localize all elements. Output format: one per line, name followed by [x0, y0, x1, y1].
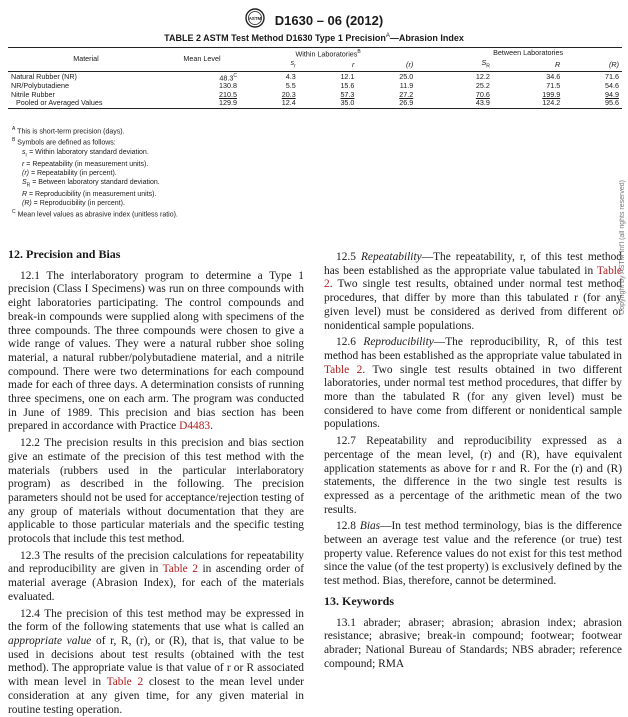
side-copyright-note: Copyright by ASTM Int'l (all rights reserved) [619, 180, 626, 315]
right-column [324, 248, 622, 671]
table-footnotes: $^A$ This is short-term precision (days). $^B$ Symbols are defined as follows: $s_r$ = Within laboratory standard deviation. r = Repeatability (in measurement units). (r) = Repeatability (in percent). $S_R$ = Between laboratory standard deviation. R = Reproducibility (in measurement units). (R) = Reproducibility (in percent). $^C$ Mean level values as abrasive index (unitless ratio). [12, 126, 178, 219]
paragraph-12-8: 12.8 Bias—In test method terminology, bias is the difference between an average test value and the reference (or true) test property value. Reference values do not exist for this test method since the value (of the test property) is exclusively defined by the test method. Bias, therefore, cannot be determined. [324, 520, 622, 588]
section-heading: 12. Precision and Bias [8, 247, 121, 261]
col-mean-level: Mean Level [164, 48, 240, 72]
left-column [8, 248, 304, 717]
page-header [0, 8, 628, 33]
paragraph-12-1: 12.1 The interlaboratory program to determine a Type 1 precision (Class I Specimens) was run on three compounds with eight laboratories participating. The control compounds and break-in compounds were supplied along with specimens of the three compounds. The three compounds were chosen to give a wide range of values. They were a natural rubber shoe soling material, a natural rubber/polybutadiene material, and a nitrile compound. There were two determinations for each compound made for each of three days. A determination consists of running three specimens, one on each arm. The program was conducted in June of 1989. This precision and bias section has been prepared in accordance with Practice D4483. [8, 269, 304, 433]
col-material: Material [8, 48, 164, 72]
col-sR: $S_R$ [481, 57, 490, 70]
link-table-2[interactable]: Table 2 [106, 676, 144, 689]
svg-text:ASTM: ASTM [248, 16, 262, 21]
paragraph-13-1: 13.1 abrader; abraser; abrasion; abrasion index; abrasion resistance; abrasive; break-in compound; footwear; footwear abrader; National Bureau of Standards; NBS abrader; reference compound; RMA [324, 616, 622, 670]
paragraph-12-2: 12.2 The precision results in this precision and bias section give an estimate of the precision of this test method with the materials (rubbers used in the particular interlaboratory program) as described in the following. The precision parameters should not be used for acceptance/rejection testing of any group of materials without documentation that they are applicable to those particular materials and the specific testing protocols that include this test method. [8, 437, 304, 546]
table-caption: TABLE 2 ASTM Test Method D1630 Type 1 Precision$^A$—Abrasion Index [164, 33, 464, 43]
paragraph-12-5: 12.5 Repeatability—The repeatability, r, of this test method has been established as the appropriate value tabulated in Table 2. Two single test results, obtained under normal test method procedures, that differ by more than this tabulated r (for any given level) must be considered as derived from different or nonidentical sample populations. [324, 251, 622, 332]
table-row: Pooled or Averaged Values 129.9 12.4 35.0 26.9 43.9 124.2 95.6 [8, 99, 622, 108]
col-R: R [555, 59, 561, 69]
paragraph-12-4: 12.4 The precision of this test method may be expressed in the form of the following statements that use what is called an appropriate value of r, R, (r), or (R), that is, that value to be used in decisions about test results (obtained with the test method). The appropriate value is that value of r or R associated with mean level in Table 2 closest to the mean level under consideration at any given time, for any given material in routine testing operation. [8, 607, 304, 716]
table-row: Nitrile Rubber 210.5 20.3 57.3 27.2 70.6 199.9 94.9 [11, 89, 619, 99]
paragraph-12-3: 12.3 The results of the precision calculations for repeatability and reproducibility are given in Table 2 in ascending order of material average (Abrasion Index), for each of the materials evaluated. [8, 549, 304, 603]
col-R-percent: (R) [609, 59, 619, 69]
col-r: r [352, 59, 355, 69]
link-table-2[interactable]: Table 2 [324, 363, 363, 376]
group-between: Between Laboratories [493, 48, 564, 58]
footnote-a: $^A$ This is short-term precision (days). [12, 126, 125, 136]
link-d4483[interactable]: D4483 [179, 420, 211, 433]
link-table-2[interactable]: Table 2 [324, 264, 622, 291]
footnote-b: $^B$ Symbols are defined as follows: [12, 137, 116, 147]
precision-table [8, 47, 622, 109]
document-id: D1630 – 06 (2012) [274, 13, 384, 28]
table-row: Natural Rubber (NR) $48.3^C$ 4.3 12.1 25.0 12.2 34.6 71.6 [11, 71, 619, 83]
paragraph-12-7: 12.7 Repeatability and reproducibility expressed as a percentage of the mean level, (r) and (R), have equivalent application statements as above for r and R. For the (r) and (R) statements, the difference in the two single test results is expressed as a percentage of the arithmetic mean of the two results. [324, 435, 622, 516]
paragraph-12-6: 12.6 Reproducibility—The reproducibility, R, of this test method has been established as the appropriate value tabulated in Table 2. Two single test results obtained in two different laboratories, under normal test method procedures, that differ by more than the tabulated R (for any given level) must be considered to have come from different or nonidentical sample populations. [324, 336, 622, 431]
col-sr: $s_r$ [290, 57, 296, 70]
col-r-percent: (r) [406, 59, 414, 69]
astm-logo-icon [245, 8, 265, 33]
link-table-2[interactable]: Table 2 [162, 563, 198, 576]
group-within: Within Laboratories$^B$ [295, 49, 361, 59]
table-row: NR/Polybutadiene 130.8 5.5 15.6 11.9 25.2 71.5 54.6 [11, 81, 619, 91]
section-heading: 13. Keywords [324, 593, 394, 608]
footnote-c: $^C$ Mean level values as abrasive index (unitless ratio). [12, 209, 178, 219]
